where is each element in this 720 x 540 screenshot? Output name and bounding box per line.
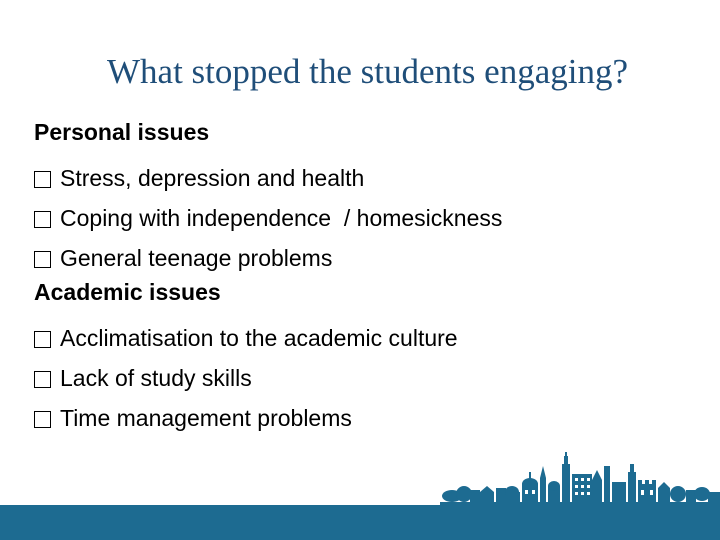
checkbox-outline-icon — [34, 411, 51, 428]
checkbox-outline-icon — [34, 251, 51, 268]
bullet-text: Acclimatisation to the academic culture — [60, 325, 458, 351]
slide-title: What stopped the students engaging? — [107, 52, 628, 91]
bullet-text: Lack of study skills — [60, 365, 252, 391]
checkbox-outline-icon — [34, 331, 51, 348]
slide-content — [34, 118, 684, 438]
bullet-text: Stress, depression and health — [60, 165, 365, 191]
bullet-item — [34, 198, 684, 238]
checkbox-outline-icon — [34, 211, 51, 228]
bullet-item — [34, 158, 684, 198]
section-heading-academic: Academic issues — [34, 279, 221, 305]
checkbox-outline-icon — [34, 171, 51, 188]
bullet-text: Coping with independence / homesickness — [60, 205, 503, 231]
checkbox-outline-icon — [34, 371, 51, 388]
bullet-text: General teenage problems — [60, 245, 333, 271]
bullet-item — [34, 318, 684, 358]
city-skyline-icon — [440, 452, 720, 506]
section-heading-personal: Personal issues — [34, 119, 210, 145]
bullet-text: Time management problems — [60, 405, 352, 431]
bullet-item — [34, 398, 684, 438]
footer-bar — [0, 505, 720, 540]
bullet-item — [34, 238, 684, 278]
bullet-item — [34, 358, 684, 398]
